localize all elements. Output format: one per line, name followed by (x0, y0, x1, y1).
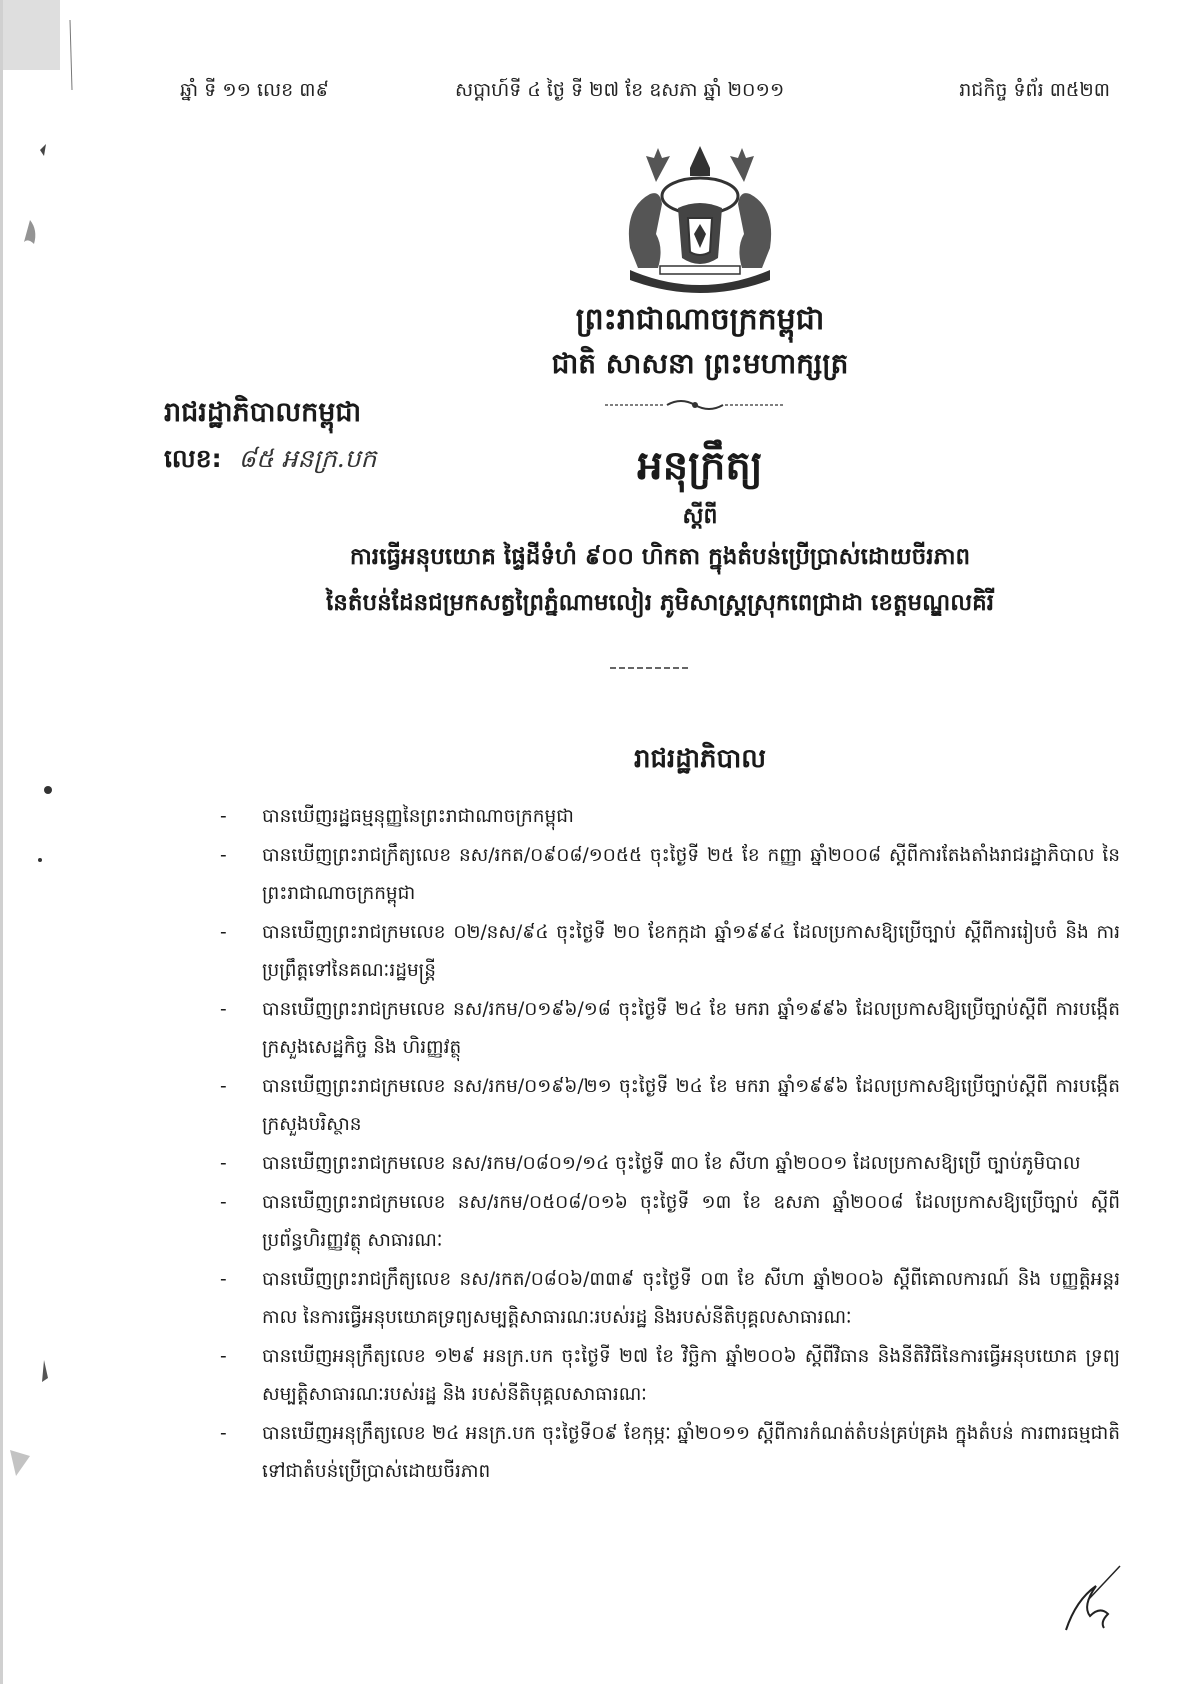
clause-text: - បានឃើញព្រះរាជក្រមលេខ ០២/នស/៩៤ ចុះថ្ងៃទី ២០ ខែកក្កដា ឆ្នាំ១៩៩៤ ដែលប្រកាសឱ្យប្រើច្បាប់ ស្តីពីការរៀបចំ និង ការប្រព្រឹត្តទៅនៃគណៈរដ្ឋមន្ត្រី (262, 922, 1120, 981)
list-item (220, 1184, 1120, 1260)
subject-line-2: នៃតំបន់ដែនជម្រកសត្វព្រៃភ្នំណាមលៀរ ភូមិសាស្ត្រស្រុកពេជ្រាដា ខេត្តមណ្ឌលគិរី (325, 590, 995, 616)
section-title: រាជរដ្ឋាភិបាល (633, 744, 767, 774)
national-motto: ជាតិ សាសនា ព្រះមហាក្សត្រ (551, 347, 849, 380)
clause-text: - បានឃើញព្រះរាជក្រមលេខ នស/រកម/០៨០១/១៤ ចុះថ្ងៃទី ៣០ ខែ សីហា ឆ្នាំ២០០១ ដែលប្រកាសឱ្យប្រើ ច្បាប់ភូមិបាល (262, 1153, 1081, 1174)
list-item (220, 837, 1120, 913)
gazette-header (180, 78, 1110, 112)
clause-text: - បានឃើញអនុក្រឹត្យលេខ ១២៩ អនក្រ.បក ចុះថ្ងៃទី ២៧ ខែ វិច្ឆិកា ឆ្នាំ២០០៦ ស្តីពីវិធាន និងនីតិវិធីនៃការធ្វើអនុបយោគ ទ្រព្យសម្បត្តិសាធារណៈរបស់រដ្ឋ និង របស់នីតិបុគ្គលសាធារណៈ (262, 1346, 1120, 1405)
gazette-date: សប្តាហ៍ទី ៤ ថ្ងៃ ទី ២៧ ខែ ឧសភា ឆ្នាំ ២០១១ (455, 79, 785, 101)
list-item (220, 1415, 1120, 1491)
list-item (220, 798, 1120, 836)
list-item (220, 1145, 1120, 1183)
clause-text: - បានឃើញព្រះរាជក្រមលេខ នស/រកម/០១៩៦/១៨ ចុះថ្ងៃទី ២៤ ខែ មករា ឆ្នាំ១៩៩៦ ដែលប្រកាសឱ្យប្រើច្បាប់ស្តីពី ការបង្កើតក្រសួងសេដ្ឋកិច្ច និង ហិរញ្ញវត្ថុ (262, 999, 1120, 1058)
document-type: អនុក្រឹត្យ (637, 443, 763, 489)
clause-text: - បានឃើញអនុក្រឹត្យលេខ ២៤ អនក្រ.បក ចុះថ្ងៃទី០៩ ខែកុម្ភៈ ឆ្នាំ២០១១ ស្តីពីការកំណត់តំបន់គ្រប់គ្រង ក្នុងតំបន់ ការពារធម្មជាតិ ទៅជាតំបន់ប្រើប្រាស់ដោយចីរភាព (262, 1423, 1120, 1482)
document-number-label: លេខ: (164, 444, 222, 473)
list-item (220, 1338, 1120, 1414)
clause-text: - បានឃើញរដ្ឋធម្មនុញ្ញនៃព្រះរាជាណាចក្រកម្ពុជា (262, 806, 574, 827)
gazette-issue: ឆ្នាំ ទី ១១ លេខ ៣៩ (180, 79, 329, 101)
clause-text: - បានឃើញព្រះរាជក្រមលេខ នស/រកម/០១៩៦/២១ ចុះថ្ងៃទី ២៤ ខែ មករា ឆ្នាំ១៩៩៦ ដែលប្រកាសឱ្យប្រើច្បាប់ស្តីពី ការបង្កើតក្រសួងបរិស្ថាន (262, 1076, 1120, 1135)
list-item (220, 1261, 1120, 1337)
scan-margin-marks (0, 0, 90, 1684)
clause-text: - បានឃើញព្រះរាជក្រឹត្យលេខ នស/រកត/០៩០៨/១០៥៥ ចុះថ្ងៃទី ២៥ ខែ កញ្ញា ឆ្នាំ២០០៨ ស្តីពីការតែងតាំងរាជរដ្ឋាភិបាល នៃព្រះរាជាណាចក្រកម្ពុជា (262, 845, 1120, 904)
subject-line-1: ការធ្វើអនុបយោគ ផ្ទៃដីទំហំ ៩០០ ហិកតា ក្នុងតំបន់ប្រើប្រាស់ដោយចីរភាព (349, 544, 971, 570)
clause-list (220, 798, 1120, 1492)
clause-text: - បានឃើញព្រះរាជក្រឹត្យលេខ នស/រកត/០៨០៦/៣៣៩ ចុះថ្ងៃទី ០៣ ខែ សីហា ឆ្នាំ២០០៦ ស្តីពីគោលការណ៍ និង បញ្ញត្តិអន្តរកាល នៃការធ្វើអនុបយោគទ្រព្យសម្បត្តិសាធារណៈរបស់រដ្ឋ និងរបស់នីតិបុគ្គលសាធារណៈ (262, 1269, 1120, 1328)
royal-coat-of-arms-icon (600, 138, 800, 296)
ornament-divider (605, 398, 785, 412)
signature-mark (1058, 1560, 1128, 1640)
gazette-page-number: រាជកិច្ច ទំព័រ ៣៥២៣ (959, 79, 1110, 101)
list-item (220, 914, 1120, 990)
document-number (164, 444, 376, 480)
list-item (220, 991, 1120, 1067)
clause-text: - បានឃើញព្រះរាជក្រមលេខ នស/រកម/០៥០៨/០១៦ ចុះថ្ងៃទី ១៣ ខែ ឧសភា ឆ្នាំ២០០៨ ដែលប្រកាសឱ្យប្រើច្បាប់ ស្តីពីប្រព័ន្ធហិរញ្ញវត្ថុ សាធារណៈ (262, 1192, 1120, 1251)
document-number-value: ៨៥ អនក្រ.បក (238, 444, 377, 473)
about-label: ស្តីពី (682, 504, 718, 529)
kingdom-title: ព្រះរាជាណាចក្រកម្ពុជា (575, 302, 825, 337)
list-item (220, 1068, 1120, 1144)
issuing-government: រាជរដ្ឋាភិបាលកម្ពុជា (164, 397, 362, 428)
section-divider (610, 666, 690, 670)
